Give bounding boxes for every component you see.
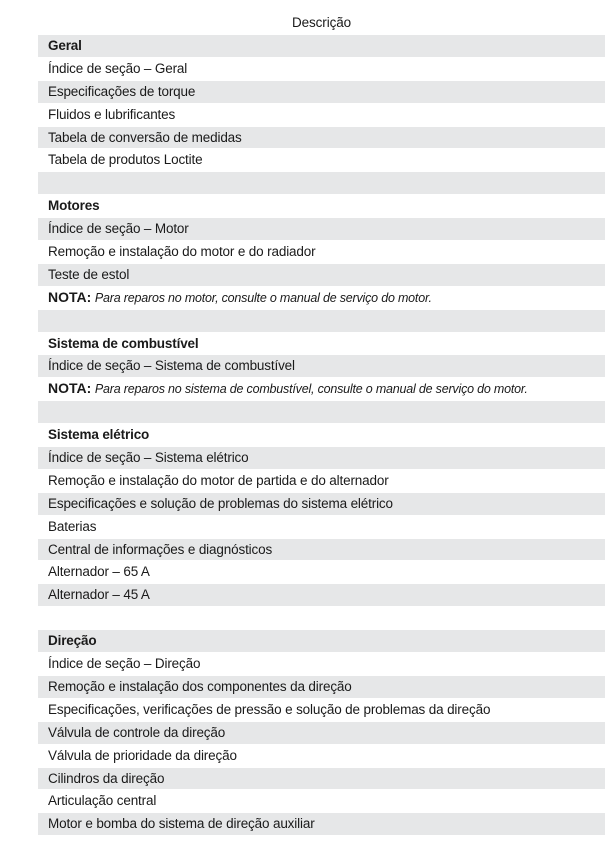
section-heading: Sistema de combustível (38, 333, 605, 355)
section-heading: Geral (38, 35, 605, 57)
table-row: Índice de seção – Sistema de combustível (38, 355, 605, 377)
contents-table (38, 35, 605, 836)
table-row: Alternador – 45 A (38, 584, 605, 606)
table-row: Especificações e solução de problemas do sistema elétrico (38, 493, 605, 515)
note-label: NOTA: (48, 288, 92, 305)
note-label: NOTA: (48, 380, 92, 397)
table-row: Especificações de torque (38, 81, 605, 103)
table-row: Motor e bomba do sistema de direção auxiliar (38, 813, 605, 835)
section-heading: Motores (38, 195, 605, 217)
table-row: Fluidos e lubrificantes (38, 104, 605, 126)
table-row: Alternador – 65 A (38, 561, 605, 583)
table-row: Remoção e instalação do motor de partida e do alternador (38, 470, 605, 492)
table-row: Índice de seção – Direção (38, 653, 605, 675)
table-row: Índice de seção – Geral (38, 58, 605, 80)
table-row: Central de informações e diagnósticos (38, 539, 605, 561)
table-row: Válvula de controle da direção (38, 722, 605, 744)
spacer-row (38, 310, 605, 332)
spacer-row (38, 607, 605, 629)
note-row (38, 287, 605, 309)
table-row: Baterias (38, 516, 605, 538)
table-row: Tabela de conversão de medidas (38, 127, 605, 149)
table-row: Remoção e instalação dos componentes da direção (38, 676, 605, 698)
table-row: Índice de seção – Motor (38, 218, 605, 240)
table-row: Teste de estol (38, 264, 605, 286)
note-text: Para reparos no motor, consulte o manual de serviço do motor. (94, 290, 432, 305)
section-heading: Sistema elétrico (38, 424, 605, 446)
table-row: Cilindros da direção (38, 768, 605, 790)
note-row (38, 378, 605, 400)
section-heading: Direção (38, 630, 605, 652)
table-row: Remoção e instalação do motor e do radiador (38, 241, 605, 263)
spacer-row (38, 401, 605, 423)
table-row: Especificações, verificações de pressão e solução de problemas da direção (38, 699, 605, 721)
table-row: Índice de seção – Sistema elétrico (38, 447, 605, 469)
column-header-descricao: Descrição (291, 15, 352, 30)
note-text: Para reparos no sistema de combustível, consulte o manual de serviço do motor. (94, 382, 528, 397)
table-row: Válvula de prioridade da direção (38, 745, 605, 767)
spacer-row (38, 172, 605, 194)
table-row: Articulação central (38, 790, 605, 812)
table-row: Tabela de produtos Loctite (38, 149, 605, 171)
